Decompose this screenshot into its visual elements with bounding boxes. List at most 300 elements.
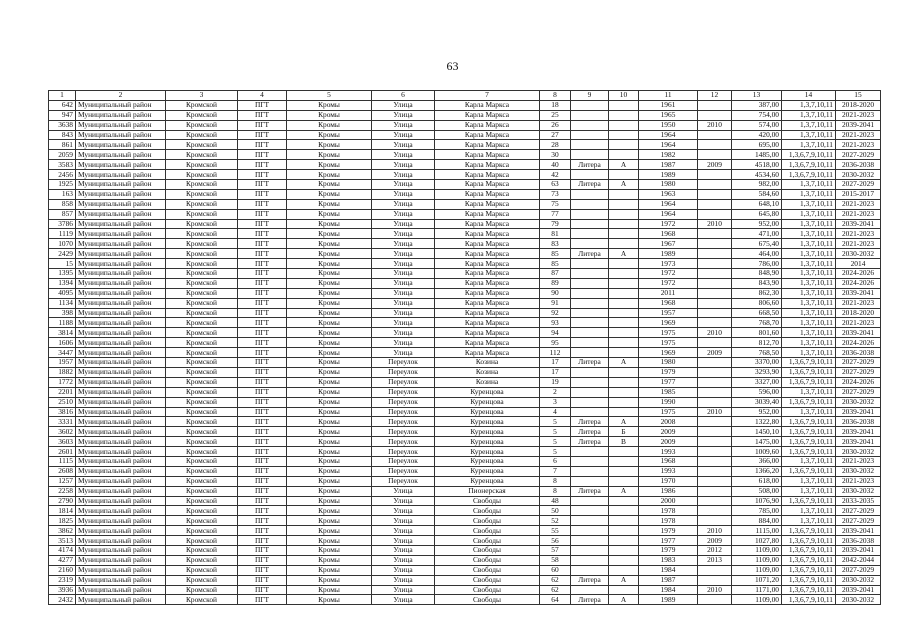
col-letter-label bbox=[571, 367, 609, 377]
table-row bbox=[49, 595, 881, 605]
col-street: Карла Маркса bbox=[435, 150, 540, 160]
col-street-type: Улица bbox=[372, 239, 435, 249]
table-row bbox=[49, 249, 881, 259]
col-letter bbox=[609, 555, 639, 565]
col-settlement-type: ПГТ bbox=[238, 476, 287, 486]
col-street-type: Переулок bbox=[372, 367, 435, 377]
col-id: 3862 bbox=[49, 526, 76, 536]
col-house: 112 bbox=[540, 348, 571, 358]
col-id: 2601 bbox=[49, 447, 76, 457]
col-district-type: Муниципальный район bbox=[76, 229, 166, 239]
col-letter bbox=[609, 120, 639, 130]
table-row bbox=[49, 130, 881, 140]
col-id: 2201 bbox=[49, 387, 76, 397]
col-settlement: Кромы bbox=[287, 565, 372, 575]
col-district-type: Муниципальный район bbox=[76, 367, 166, 377]
table-row bbox=[49, 219, 881, 229]
col-year-repair bbox=[698, 308, 732, 318]
col-district: Кромской bbox=[166, 565, 238, 575]
col-area: 1076,90 bbox=[732, 496, 782, 506]
col-settlement-type: ПГТ bbox=[238, 526, 287, 536]
col-works: 1,3,6,7,9,10,11 bbox=[782, 367, 836, 377]
col-district: Кромской bbox=[166, 545, 238, 555]
table-row bbox=[49, 110, 881, 120]
col-year-repair bbox=[698, 595, 732, 605]
col-year-repair bbox=[698, 140, 732, 150]
col-year-built: 1989 bbox=[639, 170, 698, 180]
col-letter: А bbox=[609, 180, 639, 190]
col-letter-label bbox=[571, 298, 609, 308]
col-year-built: 1973 bbox=[639, 259, 698, 269]
col-street: Свободы bbox=[435, 506, 540, 516]
col-district-type: Муниципальный район bbox=[76, 437, 166, 447]
col-settlement-type: ПГТ bbox=[238, 298, 287, 308]
col-house: 83 bbox=[540, 239, 571, 249]
col-area: 1109,00 bbox=[732, 595, 782, 605]
header-cell: 2 bbox=[76, 91, 166, 101]
col-letter-label bbox=[571, 219, 609, 229]
col-period: 2014 bbox=[836, 259, 881, 269]
col-district-type: Муниципальный район bbox=[76, 506, 166, 516]
col-district: Кромской bbox=[166, 209, 238, 219]
col-district: Кромской bbox=[166, 278, 238, 288]
col-year-repair bbox=[698, 456, 732, 466]
col-street-type: Улица bbox=[372, 298, 435, 308]
col-works: 1,3,6,7,9,10,11 bbox=[782, 447, 836, 457]
col-district-type: Муниципальный район bbox=[76, 269, 166, 279]
col-settlement: Кромы bbox=[287, 486, 372, 496]
col-house: 90 bbox=[540, 288, 571, 298]
col-settlement: Кромы bbox=[287, 239, 372, 249]
col-period: 2030-2032 bbox=[836, 397, 881, 407]
col-year-repair bbox=[698, 565, 732, 575]
col-street: Карла Маркса bbox=[435, 278, 540, 288]
col-works: 1,3,6,7,9,10,11 bbox=[782, 595, 836, 605]
col-settlement: Кромы bbox=[287, 278, 372, 288]
col-letter-label bbox=[571, 269, 609, 279]
col-letter bbox=[609, 496, 639, 506]
col-settlement: Кромы bbox=[287, 298, 372, 308]
col-district: Кромской bbox=[166, 496, 238, 506]
col-area: 4534,60 bbox=[732, 170, 782, 180]
col-district-type: Муниципальный район bbox=[76, 536, 166, 546]
col-works: 1,3,7,10,11 bbox=[782, 278, 836, 288]
col-year-built: 1975 bbox=[639, 328, 698, 338]
col-letter-label: Литера bbox=[571, 575, 609, 585]
col-period: 2024-2026 bbox=[836, 377, 881, 387]
col-street: Свободы bbox=[435, 496, 540, 506]
col-settlement-type: ПГТ bbox=[238, 269, 287, 279]
col-district-type: Муниципальный район bbox=[76, 298, 166, 308]
col-settlement-type: ПГТ bbox=[238, 100, 287, 110]
col-street: Свободы bbox=[435, 545, 540, 555]
col-year-repair bbox=[698, 466, 732, 476]
col-letter bbox=[609, 456, 639, 466]
col-street-type: Улица bbox=[372, 506, 435, 516]
col-year-repair bbox=[698, 447, 732, 457]
header-cell: 5 bbox=[287, 91, 372, 101]
col-district: Кромской bbox=[166, 456, 238, 466]
col-letter-label bbox=[571, 150, 609, 160]
col-year-repair bbox=[698, 209, 732, 219]
col-settlement: Кромы bbox=[287, 249, 372, 259]
col-id: 1395 bbox=[49, 269, 76, 279]
col-id: 4095 bbox=[49, 288, 76, 298]
col-area: 618,00 bbox=[732, 476, 782, 486]
col-letter: А bbox=[609, 417, 639, 427]
col-letter-label bbox=[571, 407, 609, 417]
col-works: 1,3,6,7,9,10,11 bbox=[782, 545, 836, 555]
col-district-type: Муниципальный район bbox=[76, 447, 166, 457]
col-district: Кромской bbox=[166, 229, 238, 239]
col-district-type: Муниципальный район bbox=[76, 318, 166, 328]
col-letter-label bbox=[571, 348, 609, 358]
col-area: 812,70 bbox=[732, 338, 782, 348]
col-area: 1450,10 bbox=[732, 427, 782, 437]
col-year-built: 1969 bbox=[639, 348, 698, 358]
col-settlement: Кромы bbox=[287, 269, 372, 279]
col-district-type: Муниципальный район bbox=[76, 308, 166, 318]
col-letter: Б bbox=[609, 427, 639, 437]
col-area: 1475,00 bbox=[732, 437, 782, 447]
col-area: 471,00 bbox=[732, 229, 782, 239]
col-settlement: Кромы bbox=[287, 506, 372, 516]
col-year-built: 2011 bbox=[639, 288, 698, 298]
table-row bbox=[49, 447, 881, 457]
header-cell: 6 bbox=[372, 91, 435, 101]
col-settlement-type: ПГТ bbox=[238, 288, 287, 298]
col-year-repair: 2009 bbox=[698, 160, 732, 170]
col-area: 695,00 bbox=[732, 140, 782, 150]
col-id: 163 bbox=[49, 189, 76, 199]
col-year-repair bbox=[698, 110, 732, 120]
col-settlement: Кромы bbox=[287, 338, 372, 348]
col-settlement: Кромы bbox=[287, 377, 372, 387]
col-settlement-type: ПГТ bbox=[238, 387, 287, 397]
col-settlement-type: ПГТ bbox=[238, 150, 287, 160]
col-settlement: Кромы bbox=[287, 160, 372, 170]
col-letter-label bbox=[571, 476, 609, 486]
col-letter bbox=[609, 259, 639, 269]
col-letter-label: Литера bbox=[571, 595, 609, 605]
col-street: Пионерская bbox=[435, 486, 540, 496]
col-period: 2021-2023 bbox=[836, 476, 881, 486]
col-street-type: Улица bbox=[372, 545, 435, 555]
col-works: 1,3,7,10,11 bbox=[782, 288, 836, 298]
col-letter-label bbox=[571, 447, 609, 457]
col-street-type: Переулок bbox=[372, 447, 435, 457]
col-year-built: 1979 bbox=[639, 367, 698, 377]
col-settlement: Кромы bbox=[287, 318, 372, 328]
col-street: Куренцова bbox=[435, 437, 540, 447]
col-letter-label bbox=[571, 466, 609, 476]
col-works: 1,3,7,10,11 bbox=[782, 239, 836, 249]
col-district-type: Муниципальный район bbox=[76, 140, 166, 150]
col-letter-label: Литера bbox=[571, 160, 609, 170]
col-district-type: Муниципальный район bbox=[76, 278, 166, 288]
col-house: 28 bbox=[540, 140, 571, 150]
col-street: Карла Маркса bbox=[435, 308, 540, 318]
header-cell: 10 bbox=[609, 91, 639, 101]
col-house: 92 bbox=[540, 308, 571, 318]
col-letter bbox=[609, 189, 639, 199]
col-district-type: Муниципальный район bbox=[76, 476, 166, 486]
table-row bbox=[49, 288, 881, 298]
col-settlement: Кромы bbox=[287, 358, 372, 368]
col-period: 2030-2032 bbox=[836, 170, 881, 180]
col-year-built: 1964 bbox=[639, 130, 698, 140]
col-year-built: 1977 bbox=[639, 377, 698, 387]
col-period: 2021-2023 bbox=[836, 456, 881, 466]
col-area: 668,50 bbox=[732, 308, 782, 318]
col-settlement-type: ПГТ bbox=[238, 437, 287, 447]
col-street: Козина bbox=[435, 377, 540, 387]
col-street: Карла Маркса bbox=[435, 318, 540, 328]
col-works: 1,3,6,7,9,10,11 bbox=[782, 555, 836, 565]
col-district: Кромской bbox=[166, 219, 238, 229]
col-period: 2030-2032 bbox=[836, 466, 881, 476]
col-letter-label bbox=[571, 130, 609, 140]
col-area: 952,00 bbox=[732, 219, 782, 229]
col-year-built: 1964 bbox=[639, 140, 698, 150]
table-row bbox=[49, 180, 881, 190]
col-house: 26 bbox=[540, 120, 571, 130]
col-settlement: Кромы bbox=[287, 526, 372, 536]
col-house: 94 bbox=[540, 328, 571, 338]
col-area: 366,00 bbox=[732, 456, 782, 466]
table-row bbox=[49, 516, 881, 526]
col-letter-label bbox=[571, 278, 609, 288]
col-district: Кромской bbox=[166, 110, 238, 120]
col-letter-label bbox=[571, 397, 609, 407]
col-works: 1,3,7,10,11 bbox=[782, 140, 836, 150]
col-works: 1,3,6,7,9,10,11 bbox=[782, 427, 836, 437]
col-period: 2018-2020 bbox=[836, 100, 881, 110]
col-district-type: Муниципальный район bbox=[76, 209, 166, 219]
col-year-repair bbox=[698, 486, 732, 496]
col-street-type: Улица bbox=[372, 219, 435, 229]
col-district-type: Муниципальный район bbox=[76, 110, 166, 120]
col-district: Кромской bbox=[166, 180, 238, 190]
col-settlement-type: ПГТ bbox=[238, 180, 287, 190]
col-settlement: Кромы bbox=[287, 150, 372, 160]
col-house: 19 bbox=[540, 377, 571, 387]
col-settlement-type: ПГТ bbox=[238, 259, 287, 269]
col-year-repair: 2012 bbox=[698, 545, 732, 555]
table-row bbox=[49, 506, 881, 516]
col-period: 2030-2032 bbox=[836, 595, 881, 605]
col-district-type: Муниципальный район bbox=[76, 555, 166, 565]
col-letter bbox=[609, 397, 639, 407]
col-year-repair bbox=[698, 575, 732, 585]
col-house: 63 bbox=[540, 180, 571, 190]
col-settlement: Кромы bbox=[287, 387, 372, 397]
table-row bbox=[49, 466, 881, 476]
col-settlement-type: ПГТ bbox=[238, 506, 287, 516]
col-district-type: Муниципальный район bbox=[76, 526, 166, 536]
col-year-repair bbox=[698, 269, 732, 279]
col-year-repair bbox=[698, 476, 732, 486]
col-district-type: Муниципальный район bbox=[76, 328, 166, 338]
col-period: 2021-2023 bbox=[836, 199, 881, 209]
col-year-repair: 2010 bbox=[698, 120, 732, 130]
col-area: 648,10 bbox=[732, 199, 782, 209]
col-year-built: 1964 bbox=[639, 209, 698, 219]
col-settlement: Кромы bbox=[287, 308, 372, 318]
col-letter bbox=[609, 209, 639, 219]
col-letter-label bbox=[571, 555, 609, 565]
col-house: 62 bbox=[540, 575, 571, 585]
col-house: 60 bbox=[540, 565, 571, 575]
col-id: 4277 bbox=[49, 555, 76, 565]
col-street-type: Улица bbox=[372, 575, 435, 585]
housing-register-table bbox=[48, 90, 881, 605]
col-year-repair: 2010 bbox=[698, 407, 732, 417]
col-letter: В bbox=[609, 437, 639, 447]
col-year-built: 1985 bbox=[639, 387, 698, 397]
col-street: Куренцова bbox=[435, 387, 540, 397]
col-district: Кромской bbox=[166, 100, 238, 110]
col-year-repair bbox=[698, 170, 732, 180]
col-letter-label: Литера bbox=[571, 180, 609, 190]
col-year-built: 1993 bbox=[639, 447, 698, 457]
col-street-type: Переулок bbox=[372, 377, 435, 387]
col-street-type: Переулок bbox=[372, 407, 435, 417]
col-year-built: 2009 bbox=[639, 437, 698, 447]
col-settlement: Кромы bbox=[287, 595, 372, 605]
col-period: 2039-2041 bbox=[836, 427, 881, 437]
col-area: 1109,00 bbox=[732, 545, 782, 555]
col-house: 58 bbox=[540, 555, 571, 565]
col-letter-label bbox=[571, 259, 609, 269]
table-row bbox=[49, 526, 881, 536]
col-works: 1,3,7,10,11 bbox=[782, 387, 836, 397]
col-period: 2021-2023 bbox=[836, 239, 881, 249]
col-id: 3447 bbox=[49, 348, 76, 358]
col-letter bbox=[609, 140, 639, 150]
col-district-type: Муниципальный район bbox=[76, 387, 166, 397]
col-street-type: Улица bbox=[372, 170, 435, 180]
col-settlement-type: ПГТ bbox=[238, 377, 287, 387]
col-year-built: 1980 bbox=[639, 358, 698, 368]
col-street: Свободы bbox=[435, 585, 540, 595]
col-street-type: Улица bbox=[372, 110, 435, 120]
col-letter bbox=[609, 536, 639, 546]
col-works: 1,3,7,10,11 bbox=[782, 269, 836, 279]
col-period: 2021-2023 bbox=[836, 318, 881, 328]
col-settlement: Кромы bbox=[287, 259, 372, 269]
col-district: Кромской bbox=[166, 348, 238, 358]
col-street: Карла Маркса bbox=[435, 229, 540, 239]
col-letter-label bbox=[571, 239, 609, 249]
col-id: 3513 bbox=[49, 536, 76, 546]
header-cell: 11 bbox=[639, 91, 698, 101]
table-row bbox=[49, 456, 881, 466]
col-letter-label bbox=[571, 585, 609, 595]
col-house: 89 bbox=[540, 278, 571, 288]
col-street-type: Улица bbox=[372, 120, 435, 130]
col-street-type: Улица bbox=[372, 130, 435, 140]
col-house: 48 bbox=[540, 496, 571, 506]
col-district: Кромской bbox=[166, 555, 238, 565]
col-letter-label bbox=[571, 318, 609, 328]
col-letter-label bbox=[571, 100, 609, 110]
col-period: 2036-2038 bbox=[836, 348, 881, 358]
col-works: 1,3,7,10,11 bbox=[782, 407, 836, 417]
col-period: 2039-2041 bbox=[836, 437, 881, 447]
col-period: 2033-2035 bbox=[836, 496, 881, 506]
col-street-type: Улица bbox=[372, 199, 435, 209]
table-row bbox=[49, 437, 881, 447]
col-settlement: Кромы bbox=[287, 110, 372, 120]
col-letter bbox=[609, 377, 639, 387]
col-settlement: Кромы bbox=[287, 496, 372, 506]
col-area: 1485,00 bbox=[732, 150, 782, 160]
col-id: 2059 bbox=[49, 150, 76, 160]
col-district-type: Муниципальный район bbox=[76, 565, 166, 575]
col-period: 2039-2041 bbox=[836, 219, 881, 229]
col-year-repair bbox=[698, 417, 732, 427]
col-area: 768,50 bbox=[732, 348, 782, 358]
col-letter: А bbox=[609, 249, 639, 259]
col-period: 2030-2032 bbox=[836, 249, 881, 259]
col-house: 17 bbox=[540, 358, 571, 368]
col-settlement-type: ПГТ bbox=[238, 219, 287, 229]
col-year-repair: 2010 bbox=[698, 526, 732, 536]
col-year-repair bbox=[698, 199, 732, 209]
col-district: Кромской bbox=[166, 526, 238, 536]
header-cell: 1 bbox=[49, 91, 76, 101]
col-letter-label bbox=[571, 189, 609, 199]
col-street: Свободы bbox=[435, 516, 540, 526]
col-letter-label bbox=[571, 199, 609, 209]
col-district-type: Муниципальный район bbox=[76, 496, 166, 506]
col-letter-label bbox=[571, 516, 609, 526]
table-row bbox=[49, 585, 881, 595]
col-street-type: Улица bbox=[372, 259, 435, 269]
col-settlement: Кромы bbox=[287, 407, 372, 417]
col-id: 3331 bbox=[49, 417, 76, 427]
col-settlement-type: ПГТ bbox=[238, 516, 287, 526]
col-street: Куренцова bbox=[435, 407, 540, 417]
col-district: Кромской bbox=[166, 239, 238, 249]
col-house: 95 bbox=[540, 338, 571, 348]
col-settlement: Кромы bbox=[287, 140, 372, 150]
col-district: Кромской bbox=[166, 536, 238, 546]
col-settlement-type: ПГТ bbox=[238, 358, 287, 368]
col-district-type: Муниципальный район bbox=[76, 397, 166, 407]
col-id: 1134 bbox=[49, 298, 76, 308]
col-street-type: Улица bbox=[372, 496, 435, 506]
col-letter bbox=[609, 298, 639, 308]
col-settlement-type: ПГТ bbox=[238, 545, 287, 555]
col-settlement-type: ПГТ bbox=[238, 110, 287, 120]
col-area: 464,00 bbox=[732, 249, 782, 259]
col-street: Карла Маркса bbox=[435, 120, 540, 130]
col-letter bbox=[609, 229, 639, 239]
col-works: 1,3,6,7,9,10,11 bbox=[782, 417, 836, 427]
col-letter bbox=[609, 170, 639, 180]
col-street-type: Переулок bbox=[372, 387, 435, 397]
col-period: 2021-2023 bbox=[836, 140, 881, 150]
col-area: 848,90 bbox=[732, 269, 782, 279]
header-cell: 7 bbox=[435, 91, 540, 101]
header-cell: 12 bbox=[698, 91, 732, 101]
table-row bbox=[49, 259, 881, 269]
col-street-type: Улица bbox=[372, 526, 435, 536]
col-letter bbox=[609, 269, 639, 279]
col-period: 2030-2032 bbox=[836, 575, 881, 585]
